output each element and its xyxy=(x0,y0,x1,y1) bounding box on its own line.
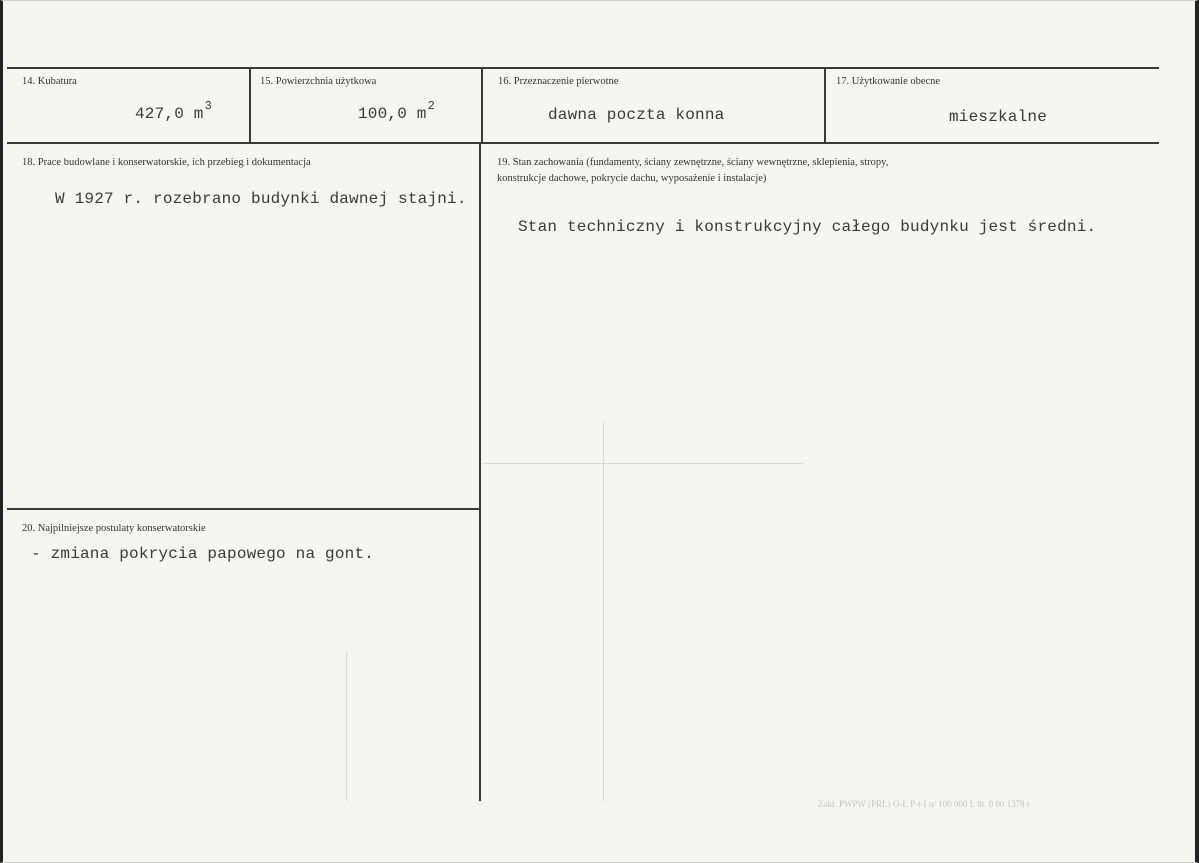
field-17-value: mieszkalne xyxy=(949,108,1048,126)
powierzchnia-unit-exponent: 2 xyxy=(427,99,436,113)
field-15-value xyxy=(358,99,436,123)
field-19-label-line2: konstrukcje dachowe, pokrycie dachu, wyposażenie i instalacje) xyxy=(497,173,767,184)
paper-mark xyxy=(346,651,347,801)
printer-note: Zakł. PWPW (PRL) O-Ł P-t-I n/ 100 000 I. 8t. 0 00 1378 r xyxy=(818,799,1030,809)
kubatura-unit-exponent: 3 xyxy=(204,99,213,113)
field-20-value: - zmiana pokrycia papowego na gont. xyxy=(31,545,375,563)
divider-left-right xyxy=(479,142,481,801)
field-19-value: Stan techniczny i konstrukcyjny całego budynku jest średni. xyxy=(518,218,1097,236)
field-14-label: 14. Kubatura xyxy=(22,76,77,87)
field-18-label: 18. Prace budowlane i konserwatorskie, ich przebieg i dokumentacja xyxy=(22,157,311,168)
field-20-label: 20. Najpilniejsze postulaty konserwatorskie xyxy=(22,523,206,534)
divider-14-15 xyxy=(249,67,251,144)
divider-16-17 xyxy=(824,67,826,144)
field-19-label-line1: 19. Stan zachowania (fundamenty, ściany zewnętrzne, ściany wewnętrzne, sklepienia, stropy, xyxy=(497,157,889,168)
field-14-value xyxy=(135,99,213,123)
kubatura-value: 427,0 m xyxy=(135,105,204,123)
field-16-label: 16. Przeznaczenie pierwotne xyxy=(498,76,619,87)
row1-bottom-rule xyxy=(7,142,1159,144)
paper-mark xyxy=(483,463,803,464)
field-15-label: 15. Powierzchnia użytkowa xyxy=(260,76,377,87)
powierzchnia-value: 100,0 m xyxy=(358,105,427,123)
field-16-value: dawna poczta konna xyxy=(548,106,725,124)
field-18-value: W 1927 r. rozebrano budynki dawnej stajni. xyxy=(55,190,467,208)
left-mid-rule xyxy=(7,508,479,510)
paper-mark xyxy=(603,421,604,801)
field-17-label: 17. Użytkowanie obecne xyxy=(836,76,941,87)
divider-15-16 xyxy=(481,67,483,144)
top-rule xyxy=(7,67,1159,69)
